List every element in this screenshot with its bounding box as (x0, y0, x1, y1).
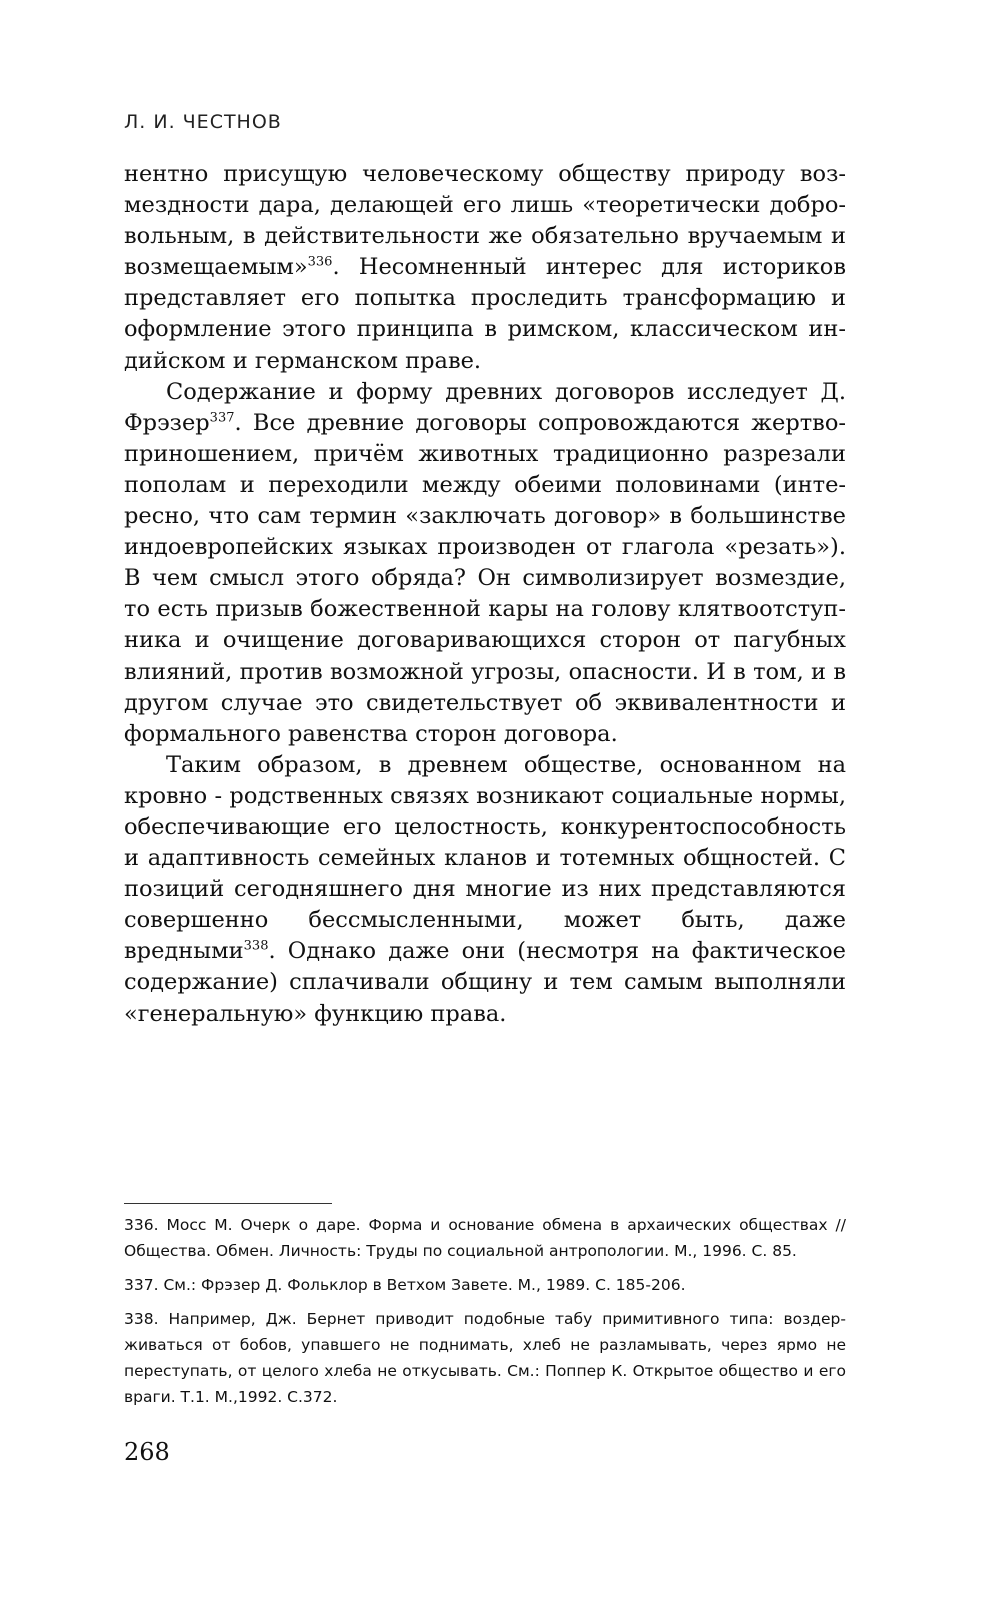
footnote-338: 338. Например, Дж. Бернет приводит подобные табу примитивного типа: воздерживаться от бобов, упавшего не поднимать, хлеб не разламывать, через ярмо не переступать, от целого хлеба не откусывать. См.: Поппер К. Открытое общество и его враги. Т.1. М.,1992. С.372. (124, 1310, 846, 1406)
footnote-reference[interactable]: 337 (209, 410, 235, 426)
paragraph-text: . Однако даже они (несмотря на фактическое содержание) сплачивали общину и тем самым выполняли «генеральную» функцию права. (124, 938, 846, 1027)
main-text (124, 159, 846, 1030)
footnote-336: 336. Мосс М. Очерк о даре. Форма и основание обмена в архаических обществах // Общества. Обмен. Личность: Труды по социальной антропологии. М., 1996. С. 85. (124, 1216, 846, 1260)
footnote-reference[interactable]: 336 (307, 254, 333, 270)
paragraph-text: Содержание и форму древних договоров исследует Д. Фрэзер (124, 378, 846, 436)
footnote-reference[interactable]: 338 (243, 938, 269, 954)
paragraph-1 (124, 159, 846, 377)
paragraph-2 (124, 377, 846, 750)
footnote-separator (124, 1203, 332, 1204)
footnotes (124, 1212, 846, 1418)
page-number: 268 (124, 1438, 170, 1466)
paragraph-text: . Все древние договоры сопровождаются жертвоприношением, причём животных традиционно разрезали пополам и переходили между обеими половинами (интересно, что сам термин «заключать договор» в большинстве индоевропейских языках производен от глагола «резать»). В чем смысл этого обряда? Он символизирует возмездие, то есть призыв божественной кары на голову клятвоотступника и очищение договаривающихся сторон от пагубных влияний, против возможной угрозы, опасности. И в том, и в другом случае это свидетельствует об эквивалентности и формального равенства сторон договора. (124, 409, 846, 747)
paragraph-text: . Несомненный интерес для историков представляет его попытка проследить трансформацию и оформление этого принципа в римском, классическом индийском и германском праве. (124, 254, 846, 374)
paragraph-text: нентно присущую человеческому обществу природу возмездности дара, делающей его лишь «теоретически добровольным, в действительности же обязательно вручаемым и возмещаемым» (124, 161, 846, 281)
paragraph-text: Таким образом, в древнем обществе, основанном на кровно - родственных связях возникают социальные нормы, обеспечивающие его целостность, конкурентоспособность и адаптивность семейных кланов и тотемных общностей. С позиций сегодняшнего дня многие из них представляются совершенно бессмысленными, может быть, даже вредными (124, 751, 846, 965)
running-head: Л. И. ЧЕСТНОВ (124, 111, 282, 133)
paragraph-3 (124, 750, 846, 1030)
footnote-337: 337. См.: Фрэзер Д. Фольклор в Ветхом Завете. М., 1989. С. 185-206. (124, 1276, 686, 1294)
